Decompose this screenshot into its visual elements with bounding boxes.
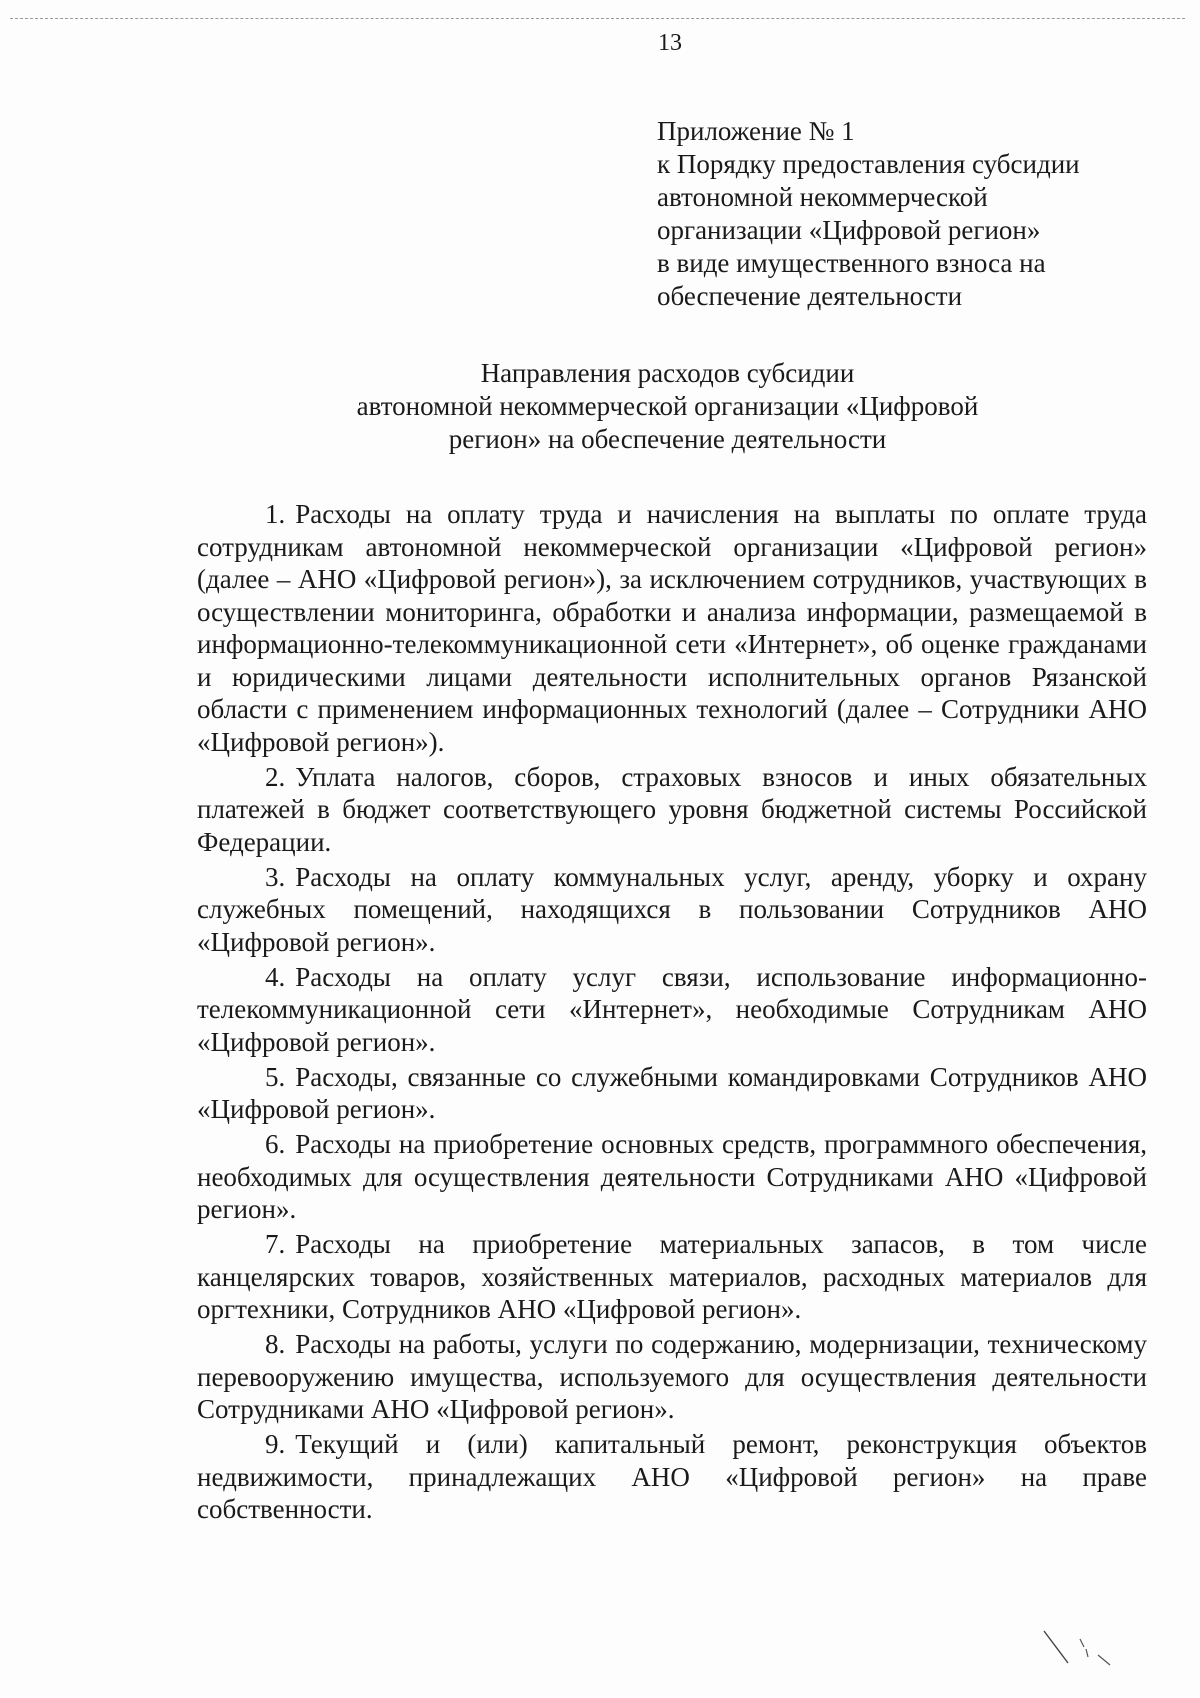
- top-rule: [10, 18, 1185, 19]
- appendix-line: Приложение № 1: [657, 116, 855, 146]
- list-item: [197, 498, 1147, 758]
- item-number: 9.: [265, 1429, 286, 1459]
- page-number: 13: [658, 30, 682, 56]
- expense-list: [197, 498, 1147, 1528]
- appendix-line: автономной некоммерческой: [657, 182, 988, 212]
- item-text: Расходы на оплату коммунальных услуг, аренду, уборку и охрану служебных помещений, находящихся в пользовании Сотрудников АНО «Цифровой регион».: [197, 861, 1147, 957]
- list-item: [197, 961, 1147, 1059]
- appendix-line: в виде имущественного взноса на: [657, 248, 1046, 278]
- list-item: [197, 1061, 1147, 1126]
- list-item: [197, 861, 1147, 959]
- list-item: [197, 1228, 1147, 1326]
- title-line: автономной некоммерческой организации «Цифровой: [356, 391, 979, 421]
- item-number: 5.: [265, 1061, 286, 1092]
- scan-mark-icon: [1040, 1625, 1120, 1675]
- document-title: [195, 357, 1140, 456]
- item-number: 3.: [265, 861, 286, 892]
- appendix-block: [657, 115, 1177, 313]
- item-number: 6.: [265, 1129, 286, 1159]
- appendix-line: к Порядку предоставления субсидии: [657, 149, 1080, 179]
- title-line: Направления расходов субсидии: [480, 358, 855, 388]
- appendix-line: обеспечение деятельности: [657, 281, 963, 311]
- item-number: 8.: [265, 1329, 286, 1359]
- item-text: Расходы на оплату труда и начисления на выплаты по оплате труда сотрудникам автономной некоммерческой организации «Цифровой регион» (далее – АНО «Цифровой регион»), за исключением сотрудников, участвующих в осуществлении мониторинга, обработки и анализа информации, размещаемой в информационно-телекоммуникационной сети «Интернет», об оценке гражданами и юридическими лицами деятельности исполнительных органов Рязанской области с применением информационных технологий (далее – Сотрудники АНО «Цифровой регион»).: [197, 499, 1147, 757]
- item-number: 1.: [265, 499, 286, 529]
- item-number: 7.: [265, 1229, 286, 1259]
- item-text: Расходы на приобретение основных средств, программного обеспечения, необходимых для осуществления деятельности Сотрудниками АНО «Цифровой регион».: [197, 1129, 1147, 1224]
- item-number: 4.: [265, 961, 286, 992]
- list-item: [197, 1328, 1147, 1426]
- list-item: [197, 1428, 1147, 1526]
- item-text: Расходы на приобретение материальных запасов, в том числе канцелярских товаров, хозяйственных материалов, расходных материалов для оргтехники, Сотрудников АНО «Цифровой регион».: [197, 1229, 1147, 1324]
- list-item: [197, 1128, 1147, 1226]
- item-text: Расходы, связанные со служебными командировками Сотрудников АНО «Цифровой регион».: [197, 1061, 1147, 1124]
- item-text: Расходы на оплату услуг связи, использование информационно-телекоммуникационной сети «Интернет», необходимые Сотрудникам АНО «Цифровой регион».: [197, 961, 1147, 1057]
- item-number: 2.: [265, 761, 286, 792]
- title-line: регион» на обеспечение деятельности: [448, 424, 887, 454]
- list-item: [197, 761, 1147, 859]
- appendix-line: организации «Цифровой регион»: [657, 215, 1041, 245]
- item-text: Текущий и (или) капитальный ремонт, реконструкция объектов недвижимости, принадлежащих АНО «Цифровой регион» на праве собственности.: [197, 1429, 1147, 1524]
- item-text: Уплата налогов, сборов, страховых взносов и иных обязательных платежей в бюджет соответствующего уровня бюджетной системы Российской Федерации.: [197, 761, 1147, 857]
- item-text: Расходы на работы, услуги по содержанию, модернизации, техническому перевооружению имущества, используемого для осуществления деятельности Сотрудниками АНО «Цифровой регион».: [197, 1329, 1147, 1424]
